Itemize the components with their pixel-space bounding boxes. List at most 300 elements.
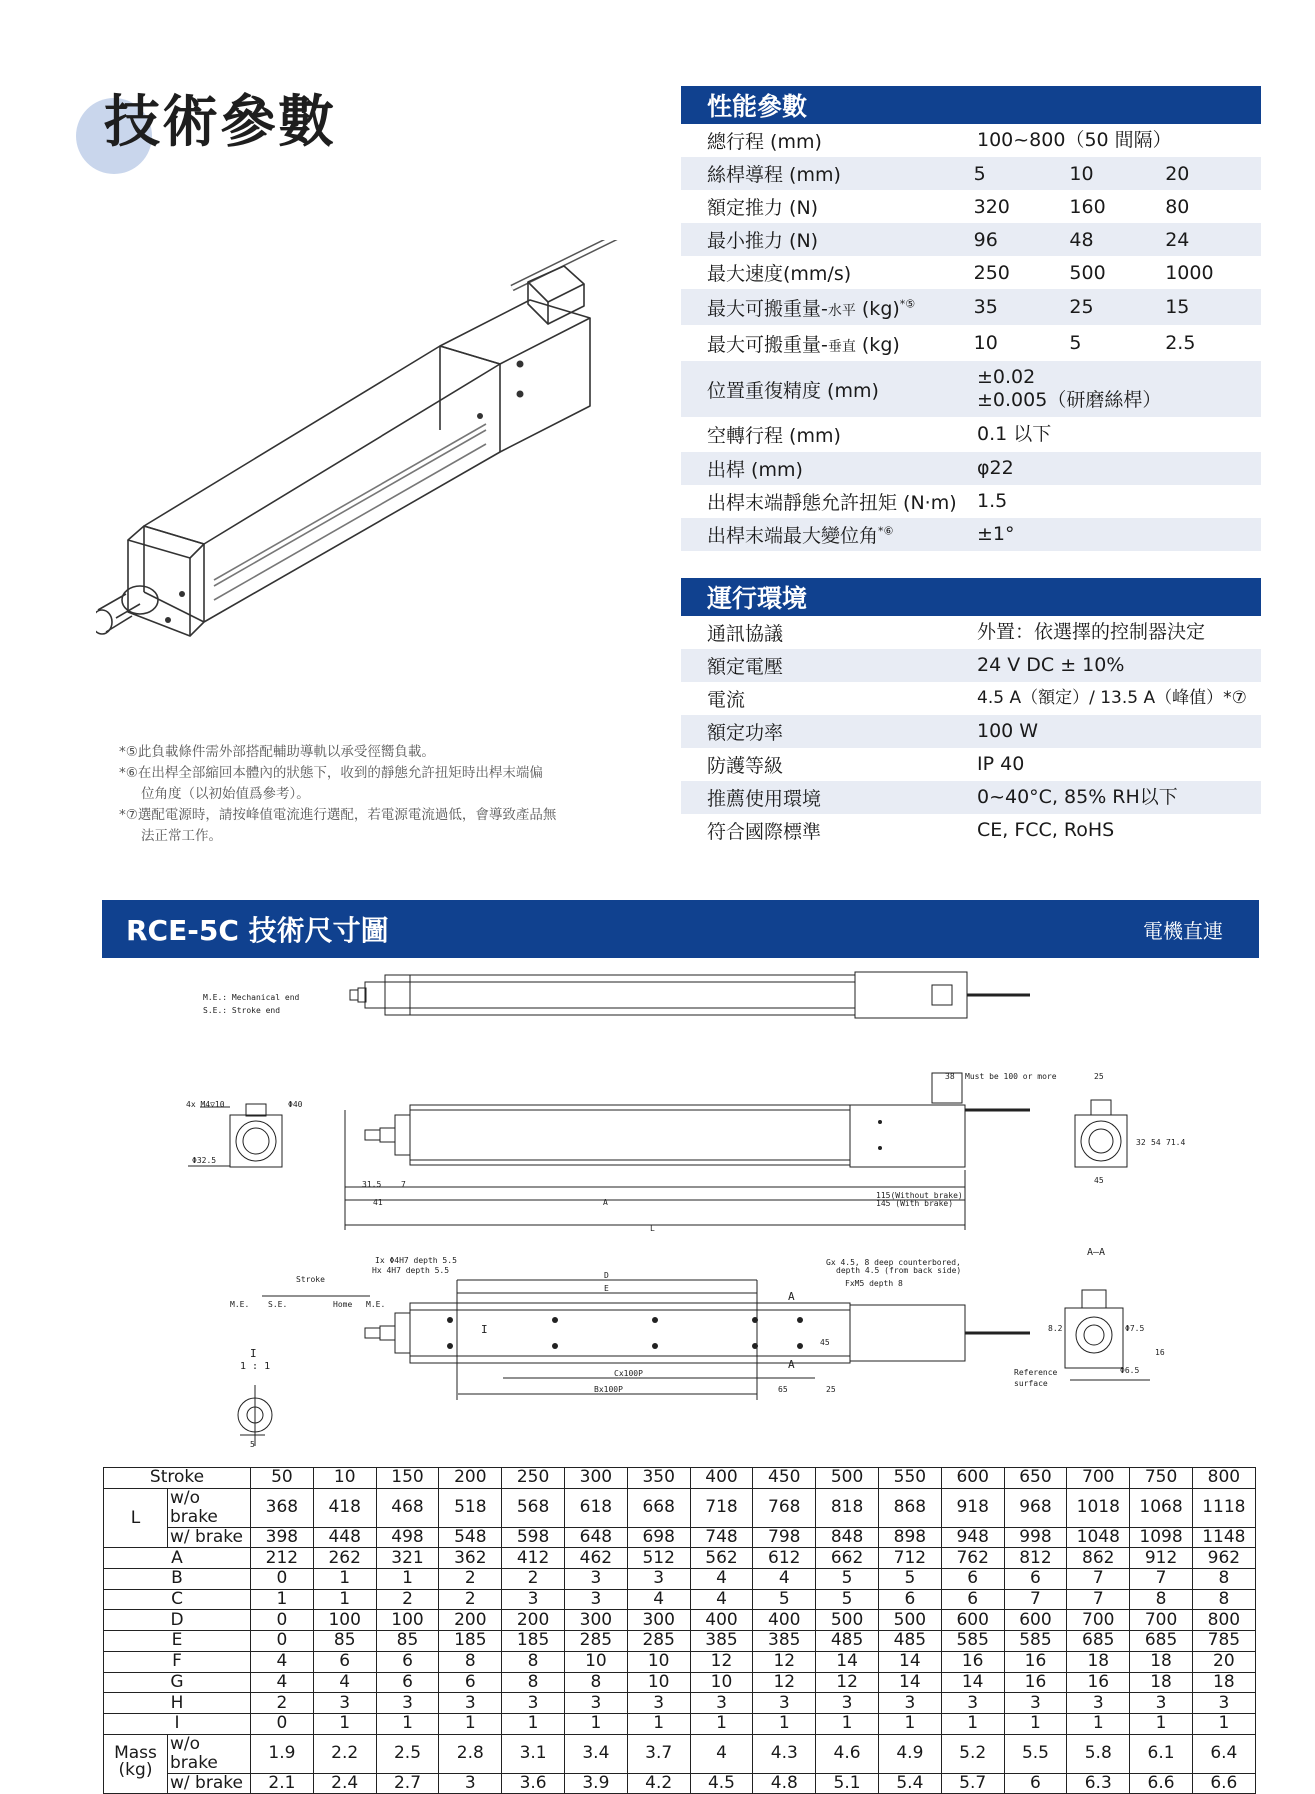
table-cell: 8 xyxy=(502,1651,565,1672)
table-cell: 1 xyxy=(690,1713,753,1734)
table-cell: 200 xyxy=(439,1610,502,1631)
svg-text:65: 65 xyxy=(778,1385,788,1394)
svg-text:5: 5 xyxy=(250,1440,255,1449)
table-row-c xyxy=(104,1589,1256,1610)
svg-text:Gx 4.5, 8 deep counterbored,: Gx 4.5, 8 deep counterbored, xyxy=(826,1258,961,1267)
dimension-drawing xyxy=(0,960,1315,1455)
table-cell: 912 xyxy=(1130,1548,1193,1569)
mass-w-cell: 4.2 xyxy=(627,1773,690,1794)
l-w-cell: 398 xyxy=(251,1527,314,1548)
spec-row-lead: 絲桿導程 (mm) 5 10 20 xyxy=(681,157,1261,190)
svg-text:Cx100P: Cx100P xyxy=(614,1369,643,1378)
mass-wo-cell: 6.4 xyxy=(1192,1734,1255,1773)
table-cell: 1 xyxy=(878,1713,941,1734)
performance-table xyxy=(681,86,1261,551)
table-cell: 485 xyxy=(816,1631,879,1652)
table-cell: 14 xyxy=(941,1672,1004,1693)
table-cell: 300 xyxy=(564,1610,627,1631)
table-cell: 10 xyxy=(564,1651,627,1672)
table-cell: 7 xyxy=(1067,1589,1130,1610)
svg-text:Reference: Reference xyxy=(1014,1368,1058,1377)
svg-text:Stroke: Stroke xyxy=(296,1275,325,1284)
wo-brake-label: w/o brake xyxy=(168,1734,251,1773)
svg-text:41: 41 xyxy=(373,1198,383,1207)
table-cell: 7 xyxy=(1067,1569,1130,1590)
l-w-cell: 748 xyxy=(690,1527,753,1548)
table-cell: 1 xyxy=(627,1713,690,1734)
table-cell: 1 xyxy=(313,1713,376,1734)
svg-text:A: A xyxy=(788,1290,795,1303)
table-cell: 85 xyxy=(376,1631,439,1652)
mass-wo-cell: 2.2 xyxy=(313,1734,376,1773)
svg-text:M.E.: M.E. xyxy=(230,1300,250,1309)
table-row-mass-wo xyxy=(104,1734,1256,1773)
svg-text:1 : 1: 1 : 1 xyxy=(240,1361,271,1372)
mass-wo-cell: 3.4 xyxy=(564,1734,627,1773)
spec-row-stroke: 總行程 (mm) 100~800（50 間隔） xyxy=(707,129,1172,153)
table-cell: 8 xyxy=(1192,1589,1255,1610)
table-cell: 20 xyxy=(1192,1651,1255,1672)
svg-text:7: 7 xyxy=(401,1180,406,1189)
table-cell: 0 xyxy=(251,1610,314,1631)
table-cell: 1 xyxy=(1067,1713,1130,1734)
mass-wo-cell: 5.2 xyxy=(941,1734,1004,1773)
svg-text:FxM5 depth 8: FxM5 depth 8 xyxy=(845,1279,903,1288)
table-cell: 4 xyxy=(313,1672,376,1693)
svg-text:Φ32.5: Φ32.5 xyxy=(192,1156,217,1165)
table-cell: 4 xyxy=(690,1589,753,1610)
stroke-cell: 50 xyxy=(251,1468,314,1489)
l-header: L xyxy=(104,1488,168,1548)
stroke-cell: 800 xyxy=(1192,1468,1255,1489)
table-cell: 500 xyxy=(816,1610,879,1631)
l-w-cell: 798 xyxy=(753,1527,816,1548)
l-w-cell: 698 xyxy=(627,1527,690,1548)
table-row-mass-w xyxy=(104,1773,1256,1794)
svg-text:115(Without brake): 115(Without brake) xyxy=(876,1191,963,1200)
mass-w-cell: 5.1 xyxy=(816,1773,879,1794)
table-cell: 8 xyxy=(502,1672,565,1693)
table-cell: 462 xyxy=(564,1548,627,1569)
svg-text:S.E.: S.E. xyxy=(268,1300,288,1309)
table-cell: 362 xyxy=(439,1548,502,1569)
table-cell: 12 xyxy=(690,1651,753,1672)
table-cell: 12 xyxy=(816,1672,879,1693)
table-cell: 700 xyxy=(1067,1610,1130,1631)
svg-text:45: 45 xyxy=(820,1338,830,1347)
svg-text:L: L xyxy=(650,1224,655,1233)
l-wo-cell: 668 xyxy=(627,1488,690,1527)
l-w-cell: 648 xyxy=(564,1527,627,1548)
stroke-cell: 600 xyxy=(941,1468,1004,1489)
table-cell: 1 xyxy=(502,1713,565,1734)
l-w-cell: 948 xyxy=(941,1527,1004,1548)
table-cell: 2 xyxy=(439,1589,502,1610)
svg-text:A: A xyxy=(603,1198,608,1207)
l-wo-cell: 368 xyxy=(251,1488,314,1527)
spec-row-rod: 出桿 (mm) φ22 xyxy=(681,452,1261,485)
table-cell: 12 xyxy=(753,1672,816,1693)
environment-table xyxy=(681,578,1261,847)
svg-text:31.5: 31.5 xyxy=(362,1180,382,1189)
table-cell: 100 xyxy=(313,1610,376,1631)
performance-heading: 性能參數 xyxy=(681,86,1261,124)
table-cell: 10 xyxy=(627,1651,690,1672)
l-wo-cell: 768 xyxy=(753,1488,816,1527)
stroke-cell: 200 xyxy=(439,1468,502,1489)
table-cell: 285 xyxy=(627,1631,690,1652)
svg-text:surface: surface xyxy=(1014,1379,1048,1388)
table-cell: 212 xyxy=(251,1548,314,1569)
stroke-cell: 250 xyxy=(502,1468,565,1489)
table-cell: 862 xyxy=(1067,1548,1130,1569)
table-cell: 1 xyxy=(1192,1713,1255,1734)
table-cell: 762 xyxy=(941,1548,1004,1569)
table-cell: 962 xyxy=(1192,1548,1255,1569)
spec-row-backlash: 空轉行程 (mm) 0.1 以下 xyxy=(707,423,1052,447)
table-cell: 412 xyxy=(502,1548,565,1569)
mass-wo-cell: 3.7 xyxy=(627,1734,690,1773)
mass-wo-cell: 5.5 xyxy=(1004,1734,1067,1773)
table-cell: 16 xyxy=(941,1651,1004,1672)
table-cell: 3 xyxy=(1004,1693,1067,1714)
table-cell: 10 xyxy=(690,1672,753,1693)
table-cell: 700 xyxy=(1130,1610,1193,1631)
table-cell: 2 xyxy=(376,1589,439,1610)
l-wo-cell: 868 xyxy=(878,1488,941,1527)
mass-wo-cell: 4.6 xyxy=(816,1734,879,1773)
table-cell: 1 xyxy=(941,1713,1004,1734)
table-cell: 1 xyxy=(251,1589,314,1610)
table-cell: 712 xyxy=(878,1548,941,1569)
l-wo-cell: 1118 xyxy=(1192,1488,1255,1527)
table-cell: 600 xyxy=(1004,1610,1067,1631)
w-brake-label: w/ brake xyxy=(168,1773,251,1794)
l-wo-cell: 1068 xyxy=(1130,1488,1193,1527)
l-w-cell: 598 xyxy=(502,1527,565,1548)
mass-w-cell: 3 xyxy=(439,1773,502,1794)
mass-wo-cell: 6.1 xyxy=(1130,1734,1193,1773)
environment-heading: 運行環境 xyxy=(681,578,1261,616)
drawing-title: RCE-5C 技術尺寸圖 xyxy=(126,914,389,947)
table-cell: 12 xyxy=(753,1651,816,1672)
table-cell: 185 xyxy=(439,1631,502,1652)
table-cell: 285 xyxy=(564,1631,627,1652)
svg-text:8.2: 8.2 xyxy=(1048,1324,1063,1333)
table-cell: 3 xyxy=(1067,1693,1130,1714)
table-cell: 16 xyxy=(1004,1651,1067,1672)
table-cell: 14 xyxy=(878,1672,941,1693)
table-cell: 1 xyxy=(376,1569,439,1590)
table-cell: 185 xyxy=(502,1631,565,1652)
table-cell: 562 xyxy=(690,1548,753,1569)
table-cell: 500 xyxy=(878,1610,941,1631)
table-cell: 2 xyxy=(439,1569,502,1590)
table-cell: 14 xyxy=(878,1651,941,1672)
env-row-environment: 推薦使用環境 0~40°C, 85% RH以下 xyxy=(681,781,1261,814)
table-cell: 385 xyxy=(690,1631,753,1652)
table-cell: 5 xyxy=(816,1589,879,1610)
spec-row-torque: 出桿末端靜態允許扭矩 (N·m) 1.5 xyxy=(707,490,1008,514)
l-wo-cell: 468 xyxy=(376,1488,439,1527)
row-header: H xyxy=(104,1693,251,1714)
svg-text:depth 4.5 (from back side): depth 4.5 (from back side) xyxy=(836,1266,962,1275)
table-row-b xyxy=(104,1569,1256,1590)
svg-text:25: 25 xyxy=(1094,1072,1104,1081)
env-row-current: 電流 4.5 A（額定）/ 13.5 A（峰值）*⑦ xyxy=(707,688,1247,711)
table-cell: 685 xyxy=(1067,1631,1130,1652)
l-w-cell: 548 xyxy=(439,1527,502,1548)
table-cell: 4 xyxy=(251,1651,314,1672)
mass-wo-cell: 4.3 xyxy=(753,1734,816,1773)
l-w-cell: 1148 xyxy=(1192,1527,1255,1548)
table-cell: 18 xyxy=(1130,1651,1193,1672)
mass-w-cell: 2.4 xyxy=(313,1773,376,1794)
env-row-voltage: 額定電壓 24 V DC ± 10% xyxy=(681,649,1261,682)
l-w-cell: 998 xyxy=(1004,1527,1067,1548)
table-cell: 3 xyxy=(816,1693,879,1714)
wo-brake-label: w/o brake xyxy=(168,1488,251,1527)
table-cell: 8 xyxy=(439,1651,502,1672)
table-cell: 3 xyxy=(313,1693,376,1714)
mass-w-cell: 3.6 xyxy=(502,1773,565,1794)
stroke-cell: 750 xyxy=(1130,1468,1193,1489)
table-cell: 3 xyxy=(1130,1693,1193,1714)
stroke-cell: 300 xyxy=(564,1468,627,1489)
footnotes xyxy=(119,742,599,847)
stroke-cell: 150 xyxy=(376,1468,439,1489)
table-cell: 1 xyxy=(1130,1713,1193,1734)
svg-text:71.4: 71.4 xyxy=(1166,1138,1186,1147)
l-wo-cell: 818 xyxy=(816,1488,879,1527)
w-brake-label: w/ brake xyxy=(168,1527,251,1548)
svg-text:Φ7.5: Φ7.5 xyxy=(1125,1324,1145,1333)
table-cell: 2 xyxy=(251,1693,314,1714)
spec-row-payload-horizontal: 最大可搬重量-水平 (kg)*⑤ 35 25 15 xyxy=(681,289,1261,325)
table-row-l-wo xyxy=(104,1488,1256,1527)
table-row-a xyxy=(104,1548,1256,1569)
table-cell: 1 xyxy=(564,1713,627,1734)
table-cell: 3 xyxy=(941,1693,1004,1714)
legend-se: S.E.: Stroke end xyxy=(203,1006,281,1015)
table-cell: 812 xyxy=(1004,1548,1067,1569)
svg-text:38: 38 xyxy=(945,1072,955,1081)
svg-text:25: 25 xyxy=(826,1385,836,1394)
svg-text:I: I xyxy=(250,1347,257,1360)
table-cell: 3 xyxy=(502,1589,565,1610)
svg-text:Bx100P: Bx100P xyxy=(594,1385,623,1394)
stroke-cell: 400 xyxy=(690,1468,753,1489)
mass-wo-cell: 3.1 xyxy=(502,1734,565,1773)
page-title: 技術參數 xyxy=(104,90,336,155)
drawing-tag: 電機直連 xyxy=(1143,918,1223,943)
table-cell: 662 xyxy=(816,1548,879,1569)
table-cell: 1 xyxy=(439,1713,502,1734)
svg-text:A—A: A—A xyxy=(1087,1247,1106,1258)
table-cell: 10 xyxy=(627,1672,690,1693)
table-cell: 85 xyxy=(313,1631,376,1652)
table-cell: 3 xyxy=(439,1693,502,1714)
table-cell: 5 xyxy=(753,1589,816,1610)
table-cell: 200 xyxy=(502,1610,565,1631)
l-w-cell: 498 xyxy=(376,1527,439,1548)
mass-w-cell: 6.6 xyxy=(1192,1773,1255,1794)
spec-row-repeatability: 位置重復精度 (mm) ±0.02 ±0.005（研磨絲桿） xyxy=(681,361,1261,417)
env-row-power: 額定功率 100 W xyxy=(681,715,1261,748)
table-cell: 4 xyxy=(690,1569,753,1590)
table-cell: 1 xyxy=(753,1713,816,1734)
svg-text:A: A xyxy=(788,1358,795,1371)
spec-row-payload-vertical: 最大可搬重量-垂直 (kg) 10 5 2.5 xyxy=(707,332,1196,356)
mass-header: Mass (kg) xyxy=(104,1734,168,1794)
mass-wo-cell: 2.5 xyxy=(376,1734,439,1773)
table-cell: 0 xyxy=(251,1631,314,1652)
l-wo-cell: 518 xyxy=(439,1488,502,1527)
row-header: F xyxy=(104,1651,251,1672)
table-cell: 3 xyxy=(564,1569,627,1590)
mass-w-cell: 4.5 xyxy=(690,1773,753,1794)
env-row-standards: 符合國際標準 CE, FCC, RoHS xyxy=(707,819,1115,843)
drawing-banner xyxy=(102,900,1259,958)
table-cell: 1 xyxy=(1004,1713,1067,1734)
table-cell: 6 xyxy=(941,1589,1004,1610)
row-header: G xyxy=(104,1672,251,1693)
table-cell: 512 xyxy=(627,1548,690,1569)
spec-row-min-thrust: 最小推力 (N) 96 48 24 xyxy=(681,223,1261,256)
l-w-cell: 898 xyxy=(878,1527,941,1548)
table-cell: 7 xyxy=(1130,1569,1193,1590)
table-cell: 3 xyxy=(753,1693,816,1714)
l-w-cell: 1048 xyxy=(1067,1527,1130,1548)
svg-text:E: E xyxy=(604,1284,609,1293)
mass-w-cell: 6.6 xyxy=(1130,1773,1193,1794)
table-cell: 800 xyxy=(1192,1610,1255,1631)
table-cell: 400 xyxy=(690,1610,753,1631)
table-cell: 0 xyxy=(251,1569,314,1590)
table-cell: 685 xyxy=(1130,1631,1193,1652)
l-wo-cell: 568 xyxy=(502,1488,565,1527)
table-cell: 6 xyxy=(376,1672,439,1693)
table-cell: 3 xyxy=(376,1693,439,1714)
svg-text:54: 54 xyxy=(1151,1138,1161,1147)
l-w-cell: 448 xyxy=(313,1527,376,1548)
table-cell: 4 xyxy=(251,1672,314,1693)
svg-text:145 (With brake): 145 (With brake) xyxy=(876,1199,954,1208)
table-cell: 6 xyxy=(376,1651,439,1672)
mass-wo-cell: 5.8 xyxy=(1067,1734,1130,1773)
row-header: A xyxy=(104,1548,251,1569)
table-cell: 5 xyxy=(878,1569,941,1590)
table-cell: 3 xyxy=(1192,1693,1255,1714)
svg-text:32: 32 xyxy=(1136,1138,1146,1147)
actuator-illustration xyxy=(96,240,636,640)
row-header: B xyxy=(104,1569,251,1590)
table-row-i xyxy=(104,1713,1256,1734)
table-cell: 2 xyxy=(502,1569,565,1590)
table-cell: 18 xyxy=(1067,1651,1130,1672)
table-row-stroke xyxy=(104,1468,1256,1489)
l-wo-cell: 918 xyxy=(941,1488,1004,1527)
table-cell: 1 xyxy=(376,1713,439,1734)
l-w-cell: 848 xyxy=(816,1527,879,1548)
table-row-g xyxy=(104,1672,1256,1693)
note-6: *⑥在出桿全部縮回本體內的狀態下，收到的靜態允許扭矩時出桿末端偏 xyxy=(119,765,543,781)
table-cell: 6 xyxy=(941,1569,1004,1590)
l-wo-cell: 718 xyxy=(690,1488,753,1527)
table-cell: 3 xyxy=(627,1569,690,1590)
table-cell: 300 xyxy=(627,1610,690,1631)
mass-w-cell: 2.1 xyxy=(251,1773,314,1794)
table-cell: 16 xyxy=(1004,1672,1067,1693)
table-cell: 1 xyxy=(313,1589,376,1610)
svg-text:D: D xyxy=(604,1271,609,1280)
table-row-l-w xyxy=(104,1527,1256,1548)
mass-w-cell: 4.8 xyxy=(753,1773,816,1794)
svg-text:16: 16 xyxy=(1155,1348,1165,1357)
svg-text:Home: Home xyxy=(333,1300,353,1309)
mass-w-cell: 5.7 xyxy=(941,1773,1004,1794)
l-w-cell: 1098 xyxy=(1130,1527,1193,1548)
mass-w-cell: 3.9 xyxy=(564,1773,627,1794)
table-cell: 3 xyxy=(690,1693,753,1714)
table-cell: 8 xyxy=(564,1672,627,1693)
mass-w-cell: 2.7 xyxy=(376,1773,439,1794)
stroke-cell: 450 xyxy=(753,1468,816,1489)
mass-w-cell: 6.3 xyxy=(1067,1773,1130,1794)
table-row-f xyxy=(104,1651,1256,1672)
table-cell: 8 xyxy=(1192,1569,1255,1590)
row-header: D xyxy=(104,1610,251,1631)
stroke-cell: 550 xyxy=(878,1468,941,1489)
row-header: E xyxy=(104,1631,251,1652)
table-cell: 8 xyxy=(1130,1589,1193,1610)
table-cell: 385 xyxy=(753,1631,816,1652)
note-7-cont: 法正常工作。 xyxy=(141,828,222,844)
table-cell: 3 xyxy=(627,1693,690,1714)
table-cell: 5 xyxy=(816,1569,879,1590)
svg-text:4x M4▽10: 4x M4▽10 xyxy=(186,1100,225,1109)
table-cell: 4 xyxy=(753,1569,816,1590)
row-header: C xyxy=(104,1589,251,1610)
svg-text:M.E.: M.E. xyxy=(366,1300,386,1309)
table-cell: 6 xyxy=(878,1589,941,1610)
table-cell: 100 xyxy=(376,1610,439,1631)
table-cell: 3 xyxy=(878,1693,941,1714)
svg-text:Φ40: Φ40 xyxy=(288,1100,303,1109)
svg-text:45: 45 xyxy=(1094,1176,1104,1185)
table-cell: 1 xyxy=(313,1569,376,1590)
spec-row-rated-thrust: 額定推力 (N) 320 160 80 xyxy=(707,195,1190,219)
table-cell: 3 xyxy=(564,1589,627,1610)
stroke-cell: 500 xyxy=(816,1468,879,1489)
table-cell: 612 xyxy=(753,1548,816,1569)
table-cell: 1 xyxy=(816,1713,879,1734)
table-cell: 3 xyxy=(502,1693,565,1714)
note-6-cont: 位角度（以初始值爲參考）。 xyxy=(141,786,310,802)
table-cell: 18 xyxy=(1192,1672,1255,1693)
stroke-cell: 700 xyxy=(1067,1468,1130,1489)
l-wo-cell: 418 xyxy=(313,1488,376,1527)
table-row-d xyxy=(104,1610,1256,1631)
table-cell: 14 xyxy=(816,1651,879,1672)
legend-me: M.E.: Mechanical end xyxy=(203,993,300,1002)
env-row-protocol: 通訊協議 外置：依選擇的控制器決定 xyxy=(707,621,1206,645)
stroke-cell: 650 xyxy=(1004,1468,1067,1489)
row-header: I xyxy=(104,1713,251,1734)
table-cell: 785 xyxy=(1192,1631,1255,1652)
table-cell: 321 xyxy=(376,1548,439,1569)
dimension-table xyxy=(103,1467,1256,1794)
